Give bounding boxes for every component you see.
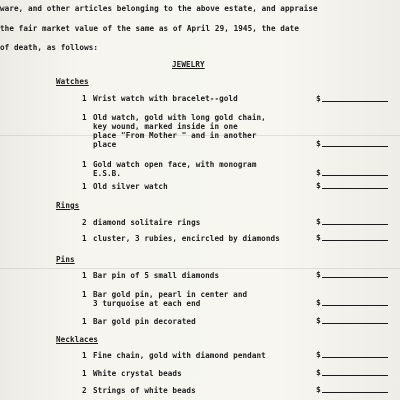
currency-symbol: $ [316,316,321,325]
currency-symbol: $ [316,385,321,394]
amount-blank-line [322,375,388,376]
item-description: diamond solitaire rings [93,218,201,227]
section-heading-rings: Rings [56,201,80,210]
currency-symbol: $ [316,139,321,148]
section-heading-watches: Watches [56,77,89,86]
item-description: White crystal beads [93,369,182,378]
item-description: place [93,140,117,149]
item-description: place "From Mother " and in another [93,131,257,140]
item-description: 3 turquoise at each end [93,299,201,308]
item-description: E.S.B. [93,169,122,178]
item-description: Gold watch open face, with monogram [93,160,257,169]
item-description: cluster, 3 rubies, encircled by diamonds [93,234,280,243]
item-qty: 1 [82,234,87,243]
amount-blank-line [322,357,388,358]
amount-blank-line [322,188,388,189]
amount-blank-line [322,146,388,147]
item-qty: 1 [82,290,87,299]
item-description: Strings of white beads [93,386,196,395]
amount-blank-line [322,277,388,278]
currency-symbol: $ [316,94,321,103]
item-description: Bar gold pin, pearl in center and [93,290,248,299]
amount-blank-line [322,224,388,225]
currency-symbol: $ [316,270,321,279]
amount-blank-line [322,101,388,102]
item-qty: 1 [82,94,87,103]
item-description: Fine chain, gold with diamond pendant [93,351,266,360]
amount-blank-line [322,175,388,176]
item-description: key wound, marked inside in one [93,122,238,131]
item-description: Bar pin of 5 small diamonds [93,271,220,280]
currency-symbol: $ [316,368,321,377]
currency-symbol: $ [316,233,321,242]
intro-line: ware, and other articles belonging to the above estate, and appraise [0,4,318,13]
item-description: Bar gold pin decorated [93,317,196,326]
item-qty: 1 [82,160,87,169]
item-qty: 1 [82,369,87,378]
item-description: Old watch, gold with long gold chain, [93,113,266,122]
amount-blank-line [322,323,388,324]
currency-symbol: $ [316,350,321,359]
intro-line: the fair market value of the same as of April 29, 1945, the date [0,24,299,33]
paper-fold [0,268,400,269]
currency-symbol: $ [316,217,321,226]
currency-symbol: $ [316,298,321,307]
item-qty: 1 [82,351,87,360]
amount-blank-line [322,305,388,306]
item-description: Old silver watch [93,182,168,191]
item-qty: 1 [82,113,87,122]
currency-symbol: $ [316,181,321,190]
amount-blank-line [322,240,388,241]
section-heading-pins: Pins [56,255,75,264]
amount-blank-line [322,392,388,393]
document-title: JEWELRY [172,60,205,69]
item-qty: 1 [82,271,87,280]
item-qty: 2 [82,386,87,395]
intro-line: of death, as follows: [0,43,99,52]
currency-symbol: $ [316,168,321,177]
item-description: Wrist watch with bracelet--gold [93,94,238,103]
item-qty: 1 [82,317,87,326]
item-qty: 1 [82,182,87,191]
section-heading-necklaces: Necklaces [56,335,99,344]
item-qty: 2 [82,218,87,227]
